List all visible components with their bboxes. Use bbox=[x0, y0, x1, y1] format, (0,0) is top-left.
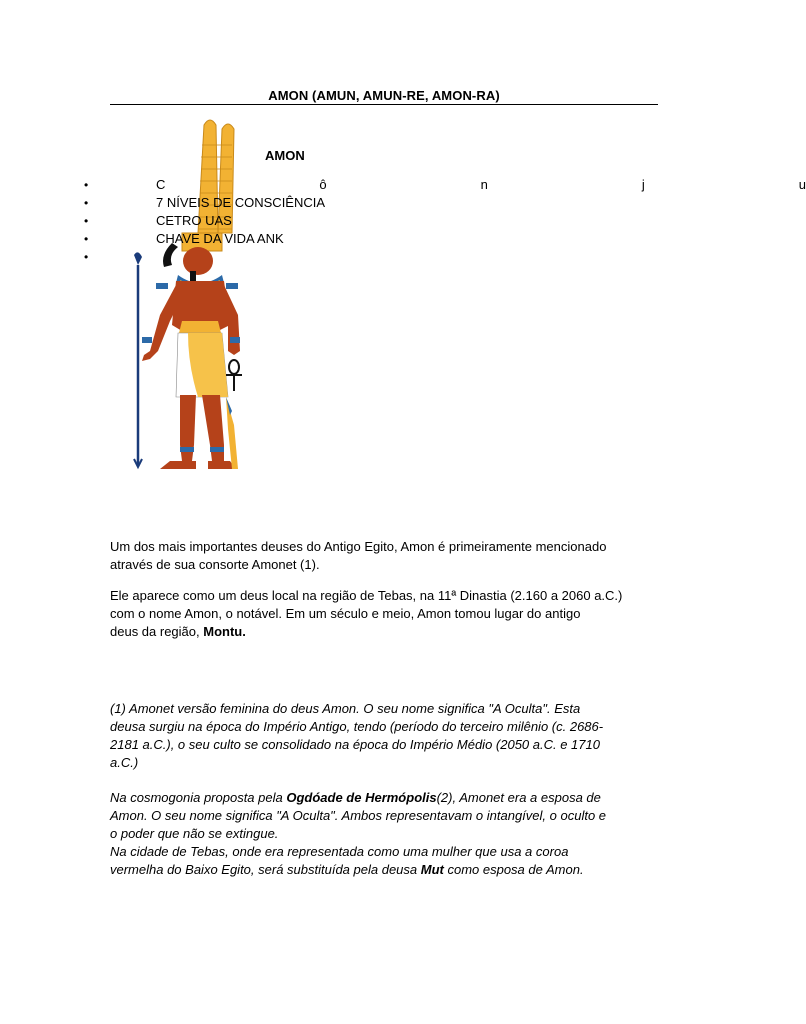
text-line: a.C.) bbox=[110, 755, 139, 770]
intro-paragraph-2 bbox=[110, 587, 658, 641]
text-run: deus da região, bbox=[110, 624, 204, 639]
text-line bbox=[110, 605, 658, 623]
ogdoad-term: Ogdóade de Hermópolis bbox=[286, 790, 437, 805]
ankh-icon bbox=[226, 360, 242, 391]
legs bbox=[160, 395, 236, 469]
text-line: Um dos mais importantes deuses do Antigo Egito, Amon é primeiramente mencionado bbox=[110, 539, 607, 554]
list-item bbox=[84, 230, 764, 248]
list-item bbox=[84, 248, 764, 266]
letter: u bbox=[798, 177, 806, 192]
text-line: deusa surgiu na época do Império Antigo, tendo (período do terceiro milênio (c. 2686- bbox=[110, 719, 604, 734]
letter: ô bbox=[319, 177, 327, 192]
text-line bbox=[110, 861, 658, 879]
text-line: Na cidade de Tebas, onde era representada como uma mulher que usa a coroa bbox=[110, 844, 569, 859]
footnote-paragraph bbox=[110, 700, 658, 772]
tail-ornament bbox=[226, 397, 238, 469]
letter: j bbox=[641, 177, 645, 192]
text-line: através de sua consorte Amonet (1). bbox=[110, 557, 320, 572]
list-item-text: CHAVE DA VIDA ANK bbox=[156, 231, 284, 246]
text-run: vermelha do Baixo Egito, será substituída pela deusa bbox=[110, 862, 421, 877]
attribute-list bbox=[84, 176, 806, 266]
amon-figure-image bbox=[120, 115, 255, 475]
page-title: AMON (AMUN, AMUN-RE, AMON-RA) bbox=[268, 88, 500, 103]
text-line bbox=[110, 587, 658, 605]
letter: n bbox=[480, 177, 488, 192]
letter: C bbox=[156, 177, 166, 192]
text-run: Na cosmogonia proposta pela bbox=[110, 790, 287, 805]
bullet-icon: • bbox=[84, 196, 89, 210]
cosmogony-paragraph bbox=[110, 789, 658, 879]
title-divider bbox=[110, 104, 658, 105]
deity-name-mut: Mut bbox=[420, 862, 444, 877]
text-line: (1) Amonet versão feminina do deus Amon. O seu nome significa "A Oculta". Esta bbox=[110, 701, 581, 716]
text-line: o poder que não se extingue. bbox=[110, 826, 279, 841]
bullet-icon: • bbox=[84, 178, 89, 192]
bullet-icon: • bbox=[84, 214, 89, 228]
intro-paragraph-1 bbox=[110, 538, 658, 574]
list-item-text: 7 NÍVEIS DE CONSCIÊNCIA bbox=[156, 195, 326, 210]
was-scepter bbox=[134, 252, 142, 467]
text-line bbox=[110, 789, 658, 807]
list-item-text: CETRO UAS bbox=[156, 213, 232, 228]
list-item bbox=[84, 176, 806, 194]
bullet-icon: • bbox=[84, 250, 89, 264]
list-item bbox=[84, 212, 764, 230]
text-line: 2181 a.C.), o seu culto se consolidado na época do Império Médio (2050 a.C. e 1710 bbox=[110, 737, 600, 752]
text-line bbox=[110, 623, 658, 641]
list-item bbox=[84, 194, 764, 212]
kilt bbox=[176, 321, 228, 397]
text-line: Amon. O seu nome significa "A Oculta". Ambos representavam o intangível, o oculto e bbox=[110, 808, 607, 823]
spread-letters-row bbox=[156, 176, 806, 194]
text-run: com o nome Amon, o notável. Em um século e meio, Amon tomou lugar do antigo bbox=[110, 606, 581, 621]
text-run: (2), Amonet era a esposa de bbox=[436, 790, 601, 805]
figure-subheading: AMON bbox=[265, 148, 305, 163]
bullet-icon: • bbox=[84, 232, 89, 246]
text-run: como esposa de Amon. bbox=[443, 862, 584, 877]
text-run: Ele aparece como um deus local na região de Tebas, na 11ª Dinastia (2.160 a 2060 a.C.) bbox=[110, 588, 623, 603]
deity-name-montu: Montu. bbox=[203, 624, 246, 639]
